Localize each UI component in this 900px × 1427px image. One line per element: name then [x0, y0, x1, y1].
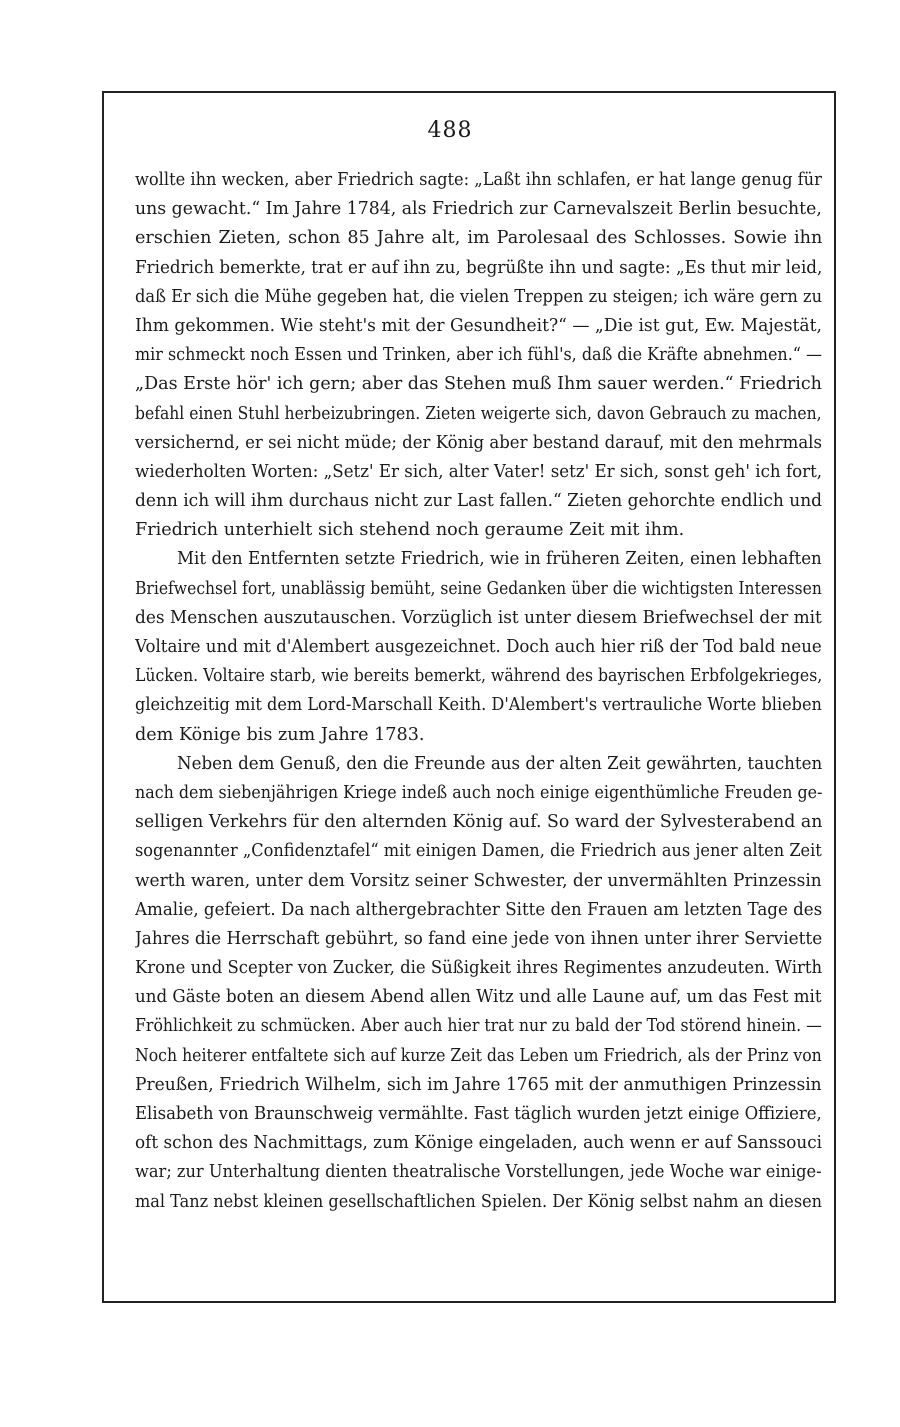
text-line — [135, 516, 822, 545]
text-line — [135, 487, 822, 516]
text-line — [135, 896, 822, 925]
text-line — [135, 429, 822, 458]
text-line — [135, 283, 822, 312]
text-line-content: nach dem siebenjährigen Kriege indeß auch noch einige eigenthümliche Freuden ge- — [135, 782, 822, 803]
text-line-content: versichernd, er sei nicht müde; der König aber bestand darauf, mit den mehrmals — [135, 432, 822, 453]
text-line-content: selligen Verkehrs für den alternden König auf. So ward der Sylvesterabend an — [135, 812, 822, 833]
text-line — [135, 400, 822, 429]
text-line — [135, 545, 822, 574]
text-line-content: Voltaire und mit d'Alembert ausgezeichnet. Doch auch hier riß der Tod bald neue — [135, 637, 822, 657]
text-line-content: mal Tanz nebst kleinen gesellschaftlichen Spielen. Der König selbst nahm an diesen — [135, 1191, 822, 1212]
text-line — [135, 370, 822, 399]
text-line — [135, 1188, 822, 1217]
text-line-content: oft schon des Nachmittags, zum Könige eingeladen, auch wenn er auf Sanssouci — [135, 1133, 822, 1154]
text-line-content: Jahres die Herrschaft gebührt, so fand eine jede von ihnen unter ihrer Serviette — [135, 928, 822, 949]
text-line — [135, 254, 822, 283]
text-line-content: Amalie, gefeiert. Da nach althergebrachter Sitte den Frauen am letzten Tage des — [135, 899, 822, 920]
text-line-content: uns gewacht.“ Im Jahre 1784, als Friedrich zur Carnevalszeit Berlin besuchte, — [135, 199, 822, 220]
text-line-content: Mit den Entfernten setzte Friedrich, wie in früheren Zeiten, einen lebhaften — [177, 549, 822, 570]
text-line — [135, 575, 822, 604]
text-line — [135, 341, 822, 370]
text-line-content: mir schmeckt noch Essen und Trinken, aber ich fühl's, daß die Kräfte abnehmen.“ — — [135, 345, 822, 366]
text-line-content: Friedrich unterhielt sich stehend noch geraume Zeit mit ihm. — [135, 520, 685, 541]
text-line — [135, 166, 822, 195]
text-line — [135, 925, 822, 954]
text-line — [135, 224, 822, 253]
text-line-content: des Menschen auszutauschen. Vorzüglich ist unter diesem Briefwechsel der mit — [135, 607, 822, 628]
text-line — [135, 458, 822, 487]
text-line-content: Ihm gekommen. Wie steht's mit der Gesundheit?“ — „Die ist gut, Ew. Majestät, — [135, 315, 822, 336]
text-line — [135, 721, 822, 750]
text-line-content: wiederholten Worten: „Setz' Er sich, alter Vater! setz' Er sich, sonst geh' ich fort, — [135, 461, 822, 482]
text-line-content: Fröhlichkeit zu schmücken. Aber auch hier trat nur zu bald der Tod störend hinein. — — [135, 1016, 822, 1037]
text-line — [135, 1100, 822, 1129]
text-line-content: denn ich will ihm durchaus nicht zur Last fallen.“ Zieten gehorchte endlich und — [135, 491, 822, 512]
text-line-content: Briefwechsel fort, unablässig bemüht, seine Gedanken über die wichtigsten Interessen — [135, 578, 822, 599]
text-line-content: werth waren, unter dem Vorsitz seiner Schwester, der unvermählten Prinzessin — [135, 870, 822, 891]
text-line — [135, 1042, 822, 1071]
text-line-content: und Gäste boten an diesem Abend allen Witz und alle Laune auf, um das Fest mit — [135, 987, 822, 1008]
text-line-content: daß Er sich die Mühe gegeben hat, die vielen Treppen zu steigen; ich wäre gern zu — [135, 286, 822, 307]
text-line — [135, 808, 822, 837]
text-line — [135, 983, 822, 1012]
text-line-content: Krone und Scepter von Zucker, die Süßigkeit ihres Regimentes anzudeuten. Wirth — [135, 958, 822, 979]
text-line — [135, 1158, 822, 1187]
text-line — [135, 750, 822, 779]
text-line — [135, 604, 822, 633]
text-line-content: befahl einen Stuhl herbeizubringen. Zieten weigerte sich, davon Gebrauch zu machen, — [135, 403, 822, 424]
text-line-content: Neben dem Genuß, den die Freunde aus der alten Zeit gewährten, tauchten — [177, 753, 822, 774]
text-line — [135, 633, 822, 662]
text-line-content: „Das Erste hör' ich gern; aber das Stehen muß Ihm sauer werden.“ Friedrich — [135, 374, 822, 395]
text-line-content: wollte ihn wecken, aber Friedrich sagte: „Laßt ihn schlafen, er hat lange genug für — [135, 170, 822, 190]
text-line-content: Noch heiterer entfaltete sich auf kurze Zeit das Leben um Friedrich, als der Prinz von — [135, 1045, 822, 1066]
text-line — [135, 691, 822, 720]
text-line — [135, 1012, 822, 1041]
text-line-content: Lücken. Voltaire starb, wie bereits bemerkt, während des bayrischen Erbfolgekrieges, — [135, 666, 822, 687]
text-line-content: dem Könige bis zum Jahre 1783. — [135, 724, 425, 745]
text-line — [135, 1129, 822, 1158]
text-line — [135, 779, 822, 808]
body-text — [135, 166, 822, 1217]
text-line — [135, 867, 822, 896]
text-line-content: gleichzeitig mit dem Lord-Marschall Keith. D'Alembert's vertrauliche Worte blieben — [135, 695, 822, 716]
text-line — [135, 662, 822, 691]
text-line-content: sogenannter „Confidenztafel“ mit einigen Damen, die Friedrich aus jener alten Zeit — [135, 841, 822, 862]
text-line — [135, 837, 822, 866]
text-line — [135, 954, 822, 983]
text-line-content: Elisabeth von Braunschweig vermählte. Fast täglich wurden jetzt einige Offiziere, — [135, 1104, 822, 1124]
text-line-content: war; zur Unterhaltung dienten theatralische Vorstellungen, jede Woche war einige- — [135, 1162, 822, 1183]
text-line-content: Preußen, Friedrich Wilhelm, sich im Jahre 1765 mit der anmuthigen Prinzessin — [135, 1074, 822, 1095]
text-line — [135, 312, 822, 341]
text-line-content: Friedrich bemerkte, trat er auf ihn zu, begrüßte ihn und sagte: „Es thut mir leid, — [135, 257, 822, 278]
text-line — [135, 195, 822, 224]
text-line-content: erschien Zieten, schon 85 Jahre alt, im Parolesaal des Schlosses. Sowie ihn — [135, 228, 822, 249]
page-number: 488 — [427, 118, 473, 143]
text-line — [135, 1071, 822, 1100]
